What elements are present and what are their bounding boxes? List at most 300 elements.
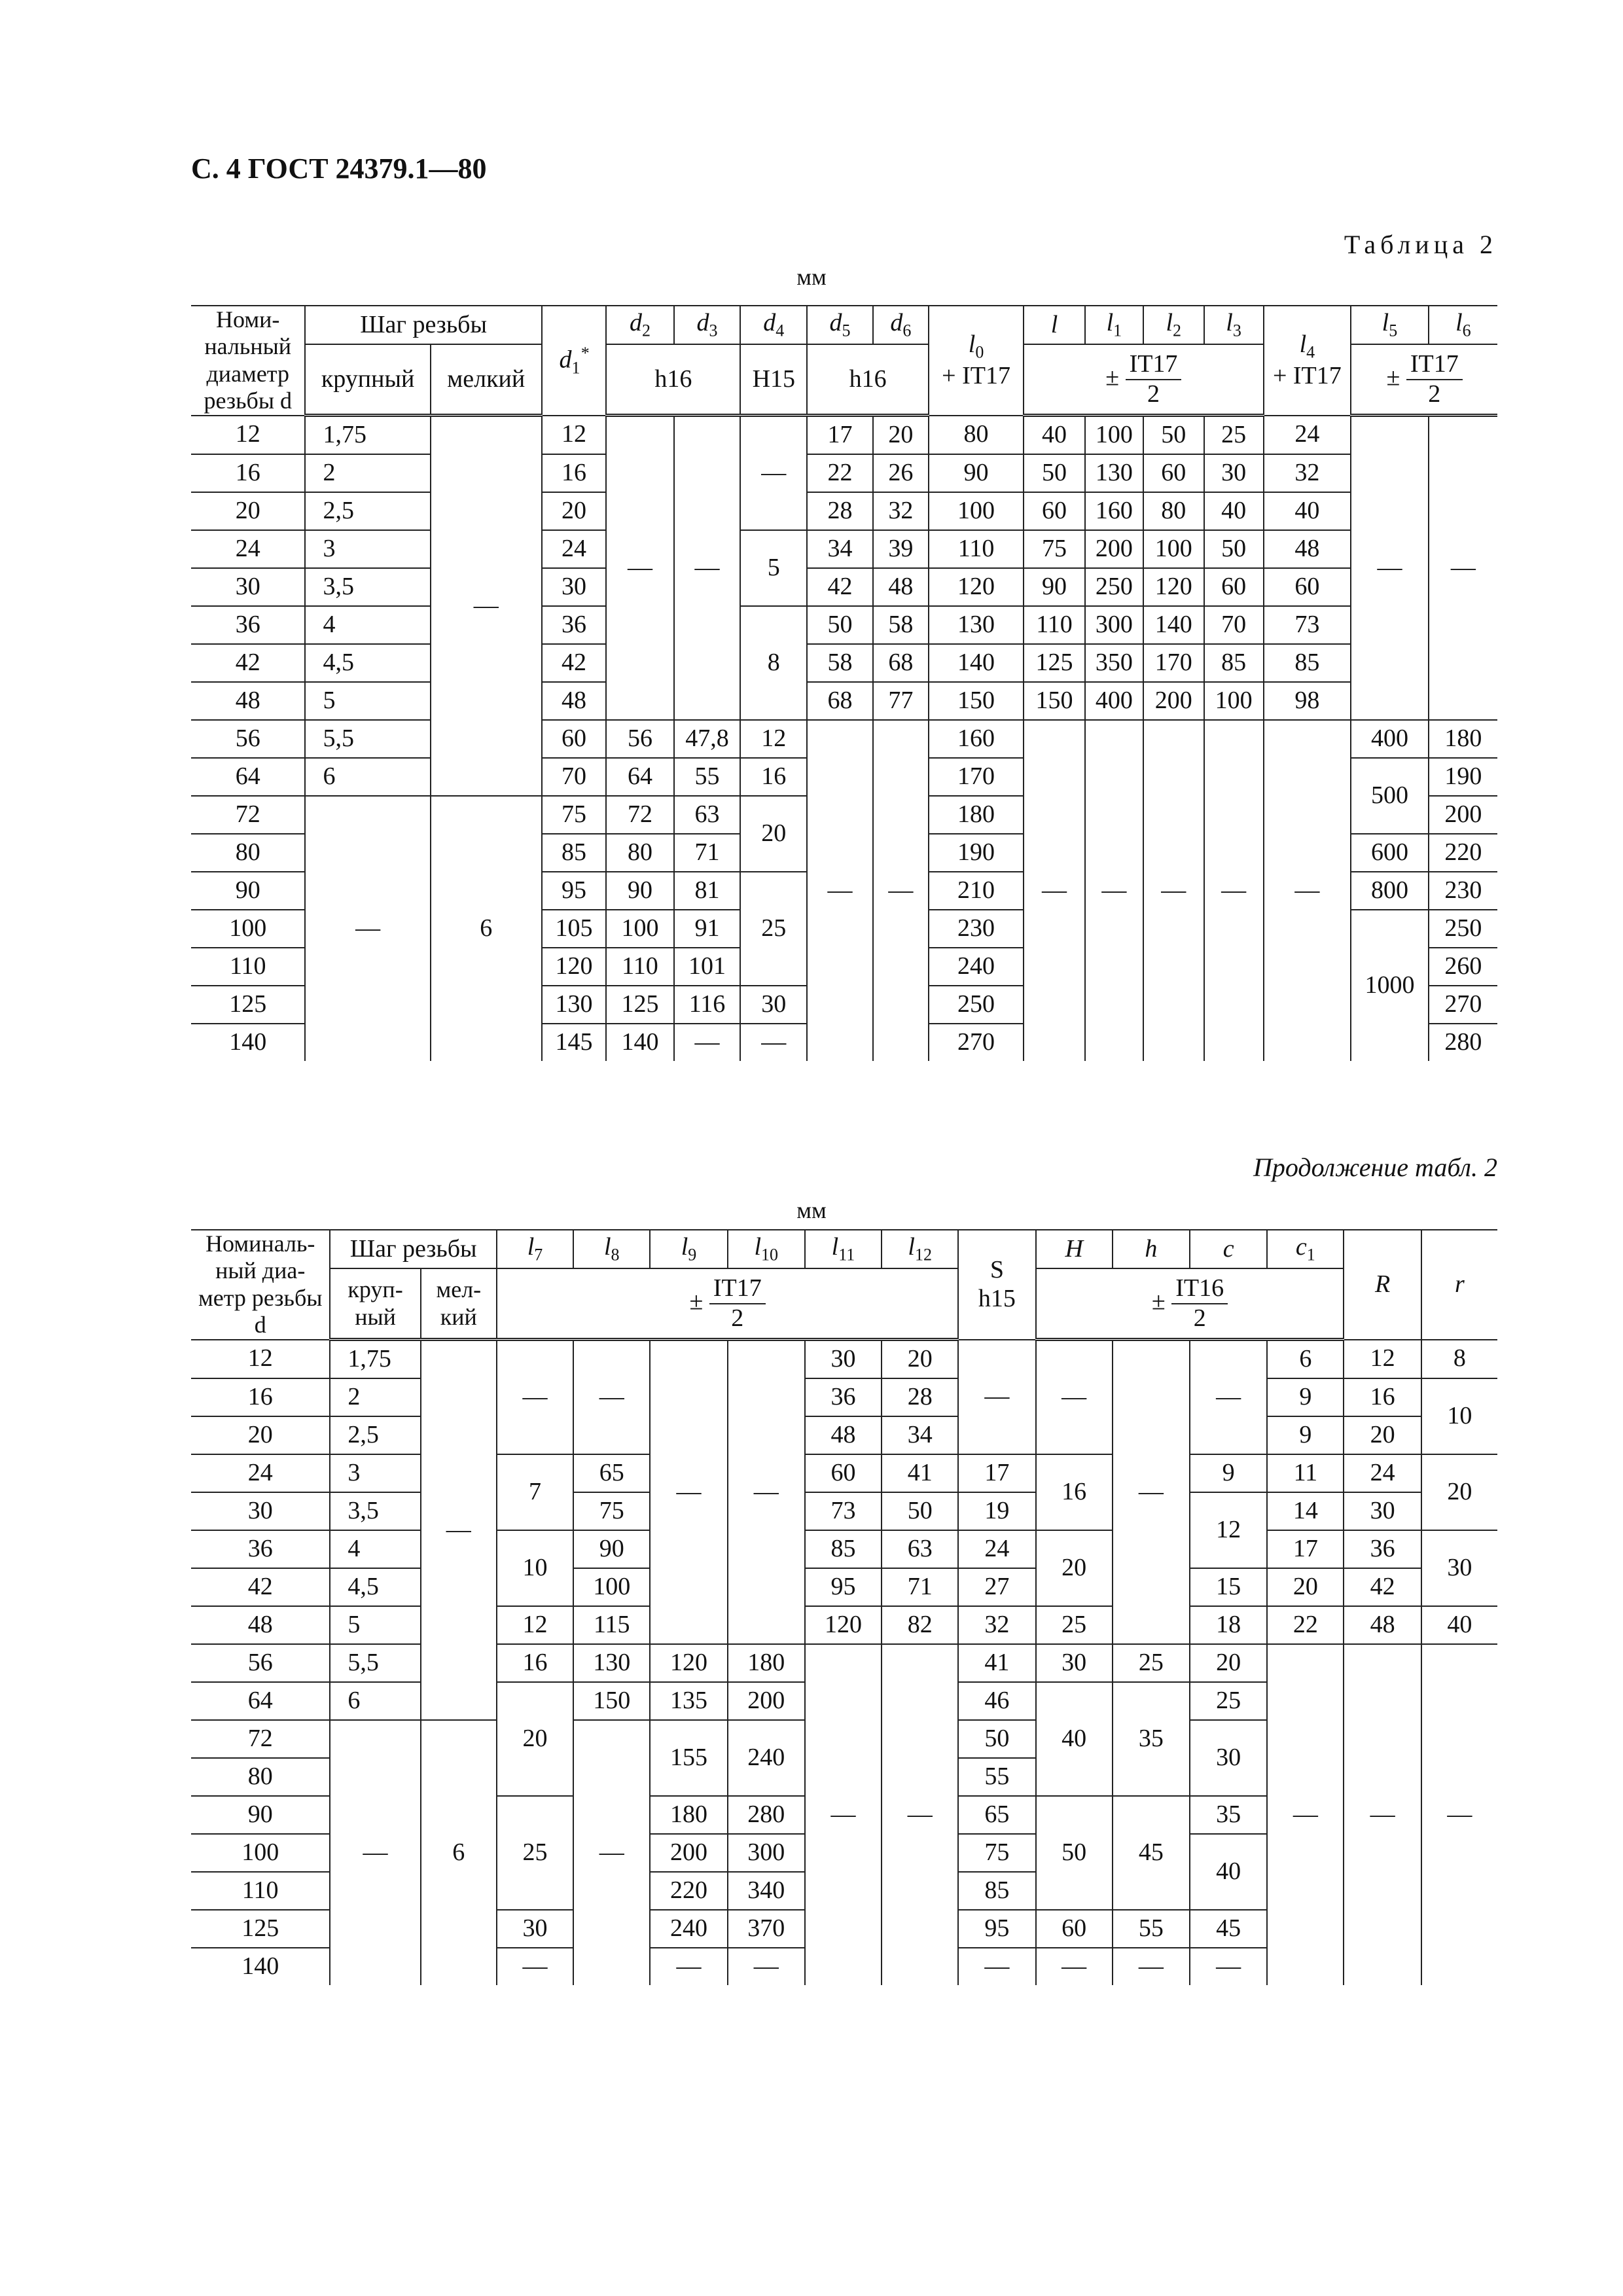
cell: 17 xyxy=(1267,1530,1344,1568)
cell: 120 xyxy=(1143,568,1204,606)
header-fine: мел-кий xyxy=(421,1268,497,1340)
cell: 68 xyxy=(807,682,873,720)
cell: 11 xyxy=(1267,1454,1344,1492)
cell: 30 xyxy=(1190,1720,1267,1796)
table-row xyxy=(191,682,1497,720)
cell: 48 xyxy=(1344,1606,1421,1644)
cell: 125 xyxy=(191,986,305,1024)
cell: 32 xyxy=(1264,454,1351,492)
cell: 80 xyxy=(191,834,305,872)
cell: — xyxy=(740,1024,807,1061)
cell: 220 xyxy=(1429,834,1497,872)
cell: 20 xyxy=(1036,1530,1113,1606)
cell-d4-dash: — xyxy=(740,416,807,531)
table-row xyxy=(191,454,1497,492)
cell: 64 xyxy=(191,758,305,796)
cell: 140 xyxy=(191,1024,305,1061)
header-thread-pitch: Шаг резьбы xyxy=(330,1230,496,1268)
cell-l5-dash: — xyxy=(1351,416,1428,721)
fraction-num: IT17 xyxy=(1406,350,1463,380)
fraction xyxy=(1126,350,1182,408)
cell: 6 xyxy=(330,1682,420,1720)
cell: 75 xyxy=(1024,530,1085,568)
cell: 85 xyxy=(1264,644,1351,682)
cell: 42 xyxy=(191,1568,330,1606)
cell: 18 xyxy=(1190,1606,1267,1644)
cell-d5-dash: — xyxy=(807,720,873,1061)
cell: 15 xyxy=(1190,1568,1267,1606)
cell: 80 xyxy=(606,834,673,872)
cell: 40 xyxy=(1204,492,1264,530)
cell: 10 xyxy=(1421,1378,1497,1454)
cell: 20 xyxy=(1267,1568,1344,1606)
cell: 1,75 xyxy=(330,1340,420,1379)
cell: 200 xyxy=(1143,682,1204,720)
cell: 25 xyxy=(497,1796,573,1910)
cell-l2-dash: — xyxy=(1143,720,1204,1061)
cell: 100 xyxy=(929,492,1024,530)
cell: 130 xyxy=(1085,454,1143,492)
cell: 9 xyxy=(1267,1378,1344,1416)
cell-d2-dash: — xyxy=(606,416,673,721)
cell: 160 xyxy=(929,720,1024,758)
cell: 150 xyxy=(1024,682,1085,720)
cell: 190 xyxy=(929,834,1024,872)
pm-sign: ± xyxy=(1151,1287,1166,1316)
cell: 140 xyxy=(1143,606,1204,644)
cell: 32 xyxy=(958,1606,1035,1644)
header-nominal-diameter: Номиналь-ный диа-метр резьбы d xyxy=(191,1230,330,1340)
cell: 20 xyxy=(191,492,305,530)
cell-l11-dash: — xyxy=(805,1644,882,1985)
header-l2: $l_2$ xyxy=(1143,306,1204,344)
cell: 300 xyxy=(1085,606,1143,644)
cell-l6-dash: — xyxy=(1429,416,1497,721)
cell: 130 xyxy=(573,1644,650,1682)
cell: 200 xyxy=(1429,796,1497,834)
cell: 71 xyxy=(674,834,741,872)
cell: 75 xyxy=(573,1492,650,1530)
header-H: H xyxy=(1036,1230,1113,1268)
cell: 58 xyxy=(807,644,873,682)
cell: 110 xyxy=(929,530,1024,568)
cell: 6 xyxy=(305,758,430,796)
cell: 400 xyxy=(1351,720,1428,758)
cell: 145 xyxy=(542,1024,607,1061)
cell: 180 xyxy=(1429,720,1497,758)
cell: 20 xyxy=(497,1682,573,1796)
header-tol-H-c1 xyxy=(1036,1268,1344,1340)
cell: 140 xyxy=(606,1024,673,1061)
cell: 34 xyxy=(882,1416,958,1454)
fraction-num: IT17 xyxy=(709,1274,766,1304)
cell: 101 xyxy=(674,948,741,986)
cell: 140 xyxy=(929,644,1024,682)
cell: 70 xyxy=(542,758,607,796)
fraction-num: IT16 xyxy=(1171,1274,1228,1304)
cell-fine-dash: — xyxy=(431,416,542,797)
cell: 16 xyxy=(191,1378,330,1416)
cell: 64 xyxy=(606,758,673,796)
cell: 95 xyxy=(958,1910,1035,1948)
cell: 1,75 xyxy=(305,416,430,455)
cell: 200 xyxy=(728,1682,805,1720)
cell: 72 xyxy=(191,1720,330,1758)
cell: 30 xyxy=(191,568,305,606)
cell: 41 xyxy=(882,1454,958,1492)
cell: 100 xyxy=(191,1834,330,1872)
cell: 48 xyxy=(873,568,929,606)
cell: 30 xyxy=(542,568,607,606)
cell: 36 xyxy=(542,606,607,644)
cell-d4: 8 xyxy=(740,606,807,720)
cell: 600 xyxy=(1351,834,1428,872)
cell-l9-dash: — xyxy=(650,1340,727,1645)
cell: 170 xyxy=(1143,644,1204,682)
cell: 77 xyxy=(873,682,929,720)
header-R: R xyxy=(1344,1230,1421,1340)
cell: 240 xyxy=(728,1720,805,1796)
header-H15: H15 xyxy=(740,344,807,416)
cell: 100 xyxy=(1085,416,1143,455)
header-l12: $l_{12}$ xyxy=(882,1230,958,1268)
header-tol-l-l3 xyxy=(1024,344,1263,416)
cell-h-dash: — xyxy=(1113,1340,1190,1645)
cell: 30 xyxy=(1036,1644,1113,1682)
cell: 24 xyxy=(1344,1454,1421,1492)
cell: 12 xyxy=(497,1606,573,1644)
cell: 75 xyxy=(542,796,607,834)
cell: 30 xyxy=(497,1910,573,1948)
cell: 80 xyxy=(929,416,1024,455)
cell: 100 xyxy=(573,1568,650,1606)
cell: 30 xyxy=(1204,454,1264,492)
cell: 5 xyxy=(330,1606,420,1644)
header-l10: $l_{10}$ xyxy=(728,1230,805,1268)
cell: 50 xyxy=(1204,530,1264,568)
cell: 6 xyxy=(1267,1340,1344,1379)
table-row xyxy=(191,1644,1497,1682)
cell: 36 xyxy=(1344,1530,1421,1568)
cell: 35 xyxy=(1113,1682,1190,1796)
header-fine: мелкий xyxy=(431,344,542,416)
header-coarse: круп-ный xyxy=(330,1268,420,1340)
cell: 30 xyxy=(1344,1492,1421,1530)
cell: 2 xyxy=(330,1378,420,1416)
header-l: l xyxy=(1024,306,1085,344)
cell: 56 xyxy=(606,720,673,758)
cell: 280 xyxy=(1429,1024,1497,1061)
cell-coarse-dash: — xyxy=(330,1720,420,1985)
pm-sign: ± xyxy=(689,1287,704,1316)
cell: 30 xyxy=(805,1340,882,1379)
fraction xyxy=(709,1274,766,1333)
unit-label: мм xyxy=(796,264,827,290)
cell: 180 xyxy=(728,1644,805,1682)
cell: 300 xyxy=(728,1834,805,1872)
cell: 19 xyxy=(958,1492,1035,1530)
cell: 14 xyxy=(1267,1492,1344,1530)
cell: 85 xyxy=(805,1530,882,1568)
cell: 42 xyxy=(807,568,873,606)
header-tol-l7-l12 xyxy=(497,1268,958,1340)
cell: 80 xyxy=(191,1758,330,1796)
cell: 180 xyxy=(650,1796,727,1834)
cell: — xyxy=(1036,1948,1113,1985)
header-l5: $l_5$ xyxy=(1351,306,1428,344)
cell: 50 xyxy=(1143,416,1204,455)
cell: 120 xyxy=(929,568,1024,606)
cell: 72 xyxy=(606,796,673,834)
cell: 65 xyxy=(958,1796,1035,1834)
cell: 17 xyxy=(807,416,873,455)
cell: 25 xyxy=(740,872,807,986)
table-row xyxy=(191,1530,1497,1568)
cell: 40 xyxy=(1421,1606,1497,1644)
cell: 12 xyxy=(1190,1492,1267,1568)
cell: 22 xyxy=(1267,1606,1344,1644)
header-h: h xyxy=(1113,1230,1190,1268)
cell-l4-dash: — xyxy=(1264,720,1351,1061)
header-l1: $l_1$ xyxy=(1085,306,1143,344)
cell: 180 xyxy=(929,796,1024,834)
fraction xyxy=(1406,350,1463,408)
cell: — xyxy=(650,1948,727,1985)
table-row xyxy=(191,1492,1497,1530)
cell: 40 xyxy=(1264,492,1351,530)
cell: 250 xyxy=(1429,910,1497,948)
cell: — xyxy=(1113,1948,1190,1985)
table-row xyxy=(191,1340,1497,1379)
cell: 30 xyxy=(191,1492,330,1530)
cell: 8 xyxy=(1421,1340,1497,1379)
header-h16b: h16 xyxy=(807,344,929,416)
cell: 230 xyxy=(929,910,1024,948)
cell: 4 xyxy=(330,1530,420,1568)
cell: 40 xyxy=(1024,416,1085,455)
header-S-label: S xyxy=(990,1256,1004,1284)
cell: 260 xyxy=(1429,948,1497,986)
cell: 110 xyxy=(191,948,305,986)
cell: 90 xyxy=(606,872,673,910)
cell: 12 xyxy=(191,1340,330,1379)
cell: 30 xyxy=(1421,1530,1497,1606)
cell: 24 xyxy=(1264,416,1351,455)
header-l9: $l_9$ xyxy=(650,1230,727,1268)
cell: 50 xyxy=(1024,454,1085,492)
cell: 12 xyxy=(1344,1340,1421,1379)
header-d5: $d_5$ xyxy=(807,306,873,344)
cell: 400 xyxy=(1085,682,1143,720)
cell: 58 xyxy=(873,606,929,644)
cell: — xyxy=(497,1948,573,1985)
cell: 340 xyxy=(728,1872,805,1910)
cell: 36 xyxy=(191,606,305,644)
cell: 9 xyxy=(1190,1454,1267,1492)
fraction xyxy=(1171,1274,1228,1333)
header-l3: $l_3$ xyxy=(1204,306,1264,344)
header-S-tol: h15 xyxy=(978,1284,1016,1312)
header-l0: $l_0$ + IT17 xyxy=(929,306,1024,416)
cell: 28 xyxy=(882,1378,958,1416)
cell: 32 xyxy=(873,492,929,530)
cell: 150 xyxy=(573,1682,650,1720)
header-l6: $l_6$ xyxy=(1429,306,1497,344)
cell: 120 xyxy=(650,1644,727,1682)
header-l4-tol: + IT17 xyxy=(1272,362,1342,390)
cell: 60 xyxy=(1204,568,1264,606)
cell: 63 xyxy=(882,1530,958,1568)
cell: 16 xyxy=(542,454,607,492)
cell: 26 xyxy=(873,454,929,492)
cell: 12 xyxy=(191,416,305,455)
header-d1: $d_1^*$ xyxy=(542,306,607,416)
cell: 45 xyxy=(1113,1796,1190,1910)
cell: 55 xyxy=(1113,1910,1190,1948)
cell: 200 xyxy=(1085,530,1143,568)
header-c: c xyxy=(1190,1230,1267,1268)
table-label: Таблица 2 xyxy=(1344,230,1497,259)
cell: 71 xyxy=(882,1568,958,1606)
cell: 40 xyxy=(1036,1682,1113,1796)
cell: 125 xyxy=(606,986,673,1024)
cell-l8-dash: — xyxy=(573,1340,650,1455)
cell: 95 xyxy=(542,872,607,910)
cell: 220 xyxy=(650,1872,727,1910)
cell-coarse-dash: — xyxy=(305,796,430,1061)
cell: 81 xyxy=(674,872,741,910)
cell: 48 xyxy=(1264,530,1351,568)
cell: 130 xyxy=(542,986,607,1024)
cell: 22 xyxy=(807,454,873,492)
cell: 42 xyxy=(1344,1568,1421,1606)
cell: 28 xyxy=(807,492,873,530)
cell: 60 xyxy=(805,1454,882,1492)
cell: 16 xyxy=(497,1644,573,1682)
table-row xyxy=(191,1454,1497,1492)
pm-sign: ± xyxy=(1386,363,1400,391)
table-row xyxy=(191,1416,1497,1454)
cell: 45 xyxy=(1190,1910,1267,1948)
cell-l8-dash-2: — xyxy=(573,1720,650,1985)
cell-d4: 5 xyxy=(740,530,807,606)
cell: 2,5 xyxy=(330,1416,420,1454)
pm-sign: ± xyxy=(1105,363,1120,391)
cell: 3,5 xyxy=(305,568,430,606)
cell: 34 xyxy=(807,530,873,568)
cell: 42 xyxy=(191,644,305,682)
cell: 16 xyxy=(1036,1454,1113,1530)
cell-l3-dash: — xyxy=(1204,720,1264,1061)
cell: 350 xyxy=(1085,644,1143,682)
cell: 17 xyxy=(958,1454,1035,1492)
cell: 48 xyxy=(191,1606,330,1644)
header-d2: $d_2$ xyxy=(606,306,673,344)
cell: 85 xyxy=(1204,644,1264,682)
cell: 24 xyxy=(191,1454,330,1492)
cell: 20 xyxy=(882,1340,958,1379)
cell: 73 xyxy=(805,1492,882,1530)
cell: 100 xyxy=(606,910,673,948)
cell: 110 xyxy=(191,1872,330,1910)
fraction-den: 2 xyxy=(1428,380,1441,408)
header-nominal-diameter: Номи-нальный диаметр резьбы d xyxy=(191,306,305,416)
cell: 3 xyxy=(330,1454,420,1492)
cell: 20 xyxy=(1344,1416,1421,1454)
cell: 20 xyxy=(191,1416,330,1454)
cell: 20 xyxy=(1421,1454,1497,1530)
header-l7: $l_7$ xyxy=(497,1230,573,1268)
table-row xyxy=(191,1378,1497,1416)
cell: 25 xyxy=(1036,1606,1113,1644)
cell: 12 xyxy=(542,416,607,455)
fraction-num: IT17 xyxy=(1126,350,1182,380)
cell: 20 xyxy=(873,416,929,455)
cell: 25 xyxy=(1190,1682,1267,1720)
cell: 50 xyxy=(882,1492,958,1530)
cell: 135 xyxy=(650,1682,727,1720)
cell: 55 xyxy=(674,758,741,796)
cell: 47,8 xyxy=(674,720,741,758)
cell-l7-dash: — xyxy=(497,1340,573,1455)
cell: 4 xyxy=(305,606,430,644)
cell: 16 xyxy=(740,758,807,796)
cell: 190 xyxy=(1429,758,1497,796)
cell: 90 xyxy=(191,1796,330,1834)
cell: 16 xyxy=(191,454,305,492)
cell: 36 xyxy=(805,1378,882,1416)
cell: 4,5 xyxy=(330,1568,420,1606)
cell: 60 xyxy=(542,720,607,758)
cell: 230 xyxy=(1429,872,1497,910)
cell: 270 xyxy=(929,1024,1024,1061)
table-2-part-1 xyxy=(191,305,1497,1061)
cell: 39 xyxy=(873,530,929,568)
cell: 105 xyxy=(542,910,607,948)
cell: 24 xyxy=(958,1530,1035,1568)
cell: 72 xyxy=(191,796,305,834)
cell-fine-dash: — xyxy=(421,1340,497,1721)
cell: 73 xyxy=(1264,606,1351,644)
header-d4: $d_4$ xyxy=(740,306,807,344)
table-row xyxy=(191,644,1497,682)
cell: 170 xyxy=(929,758,1024,796)
cell: 80 xyxy=(1143,492,1204,530)
cell-c1-dash: — xyxy=(1267,1644,1344,1985)
cell: 50 xyxy=(1036,1796,1113,1910)
cell-r-dash: — xyxy=(1421,1644,1497,1985)
cell-l10-dash: — xyxy=(728,1340,805,1645)
header-d6: $d_6$ xyxy=(873,306,929,344)
cell-fine-pitch: 6 xyxy=(431,796,542,1061)
cell: 48 xyxy=(805,1416,882,1454)
cell: 60 xyxy=(1036,1910,1113,1948)
cell: 12 xyxy=(740,720,807,758)
cell: 2 xyxy=(305,454,430,492)
cell: 63 xyxy=(674,796,741,834)
cell-fine-pitch: 6 xyxy=(421,1720,497,1985)
header-coarse: крупный xyxy=(305,344,430,416)
cell: 210 xyxy=(929,872,1024,910)
cell: 500 xyxy=(1351,758,1428,834)
cell: 5,5 xyxy=(305,720,430,758)
cell: 240 xyxy=(650,1910,727,1948)
cell: 5,5 xyxy=(330,1644,420,1682)
cell: 130 xyxy=(929,606,1024,644)
cell: 100 xyxy=(1204,682,1264,720)
cell: 20 xyxy=(542,492,607,530)
fraction-den: 2 xyxy=(1147,380,1160,408)
